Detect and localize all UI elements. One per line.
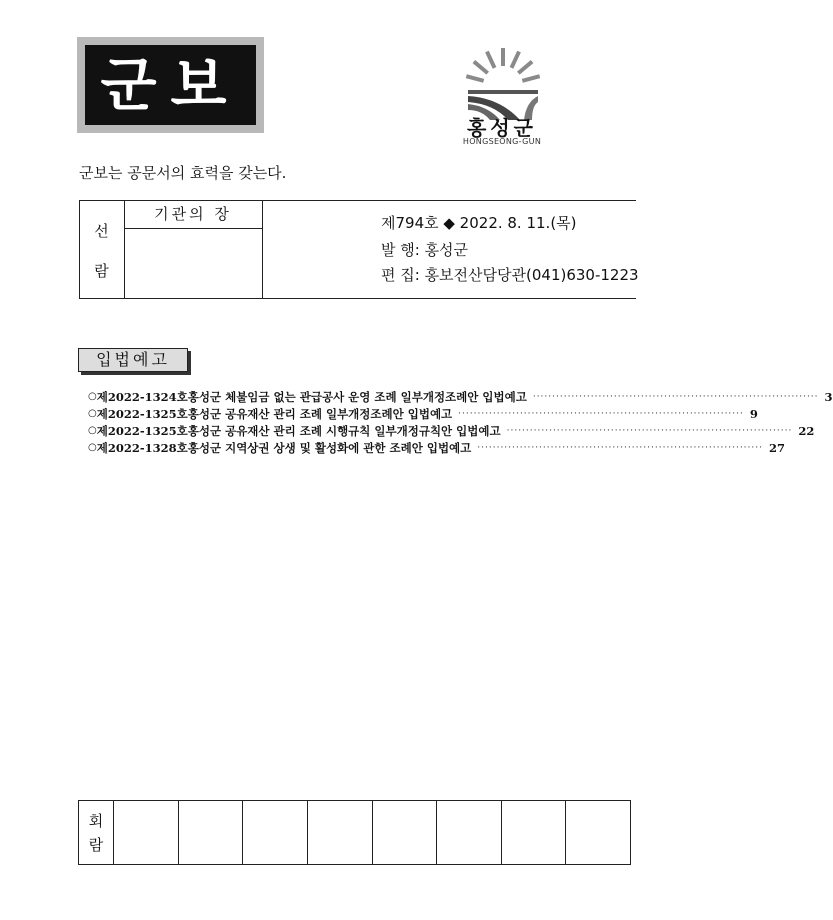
- toc-number: 제2022-1325호: [96, 423, 188, 438]
- review-cell: [114, 801, 179, 865]
- review-table: [78, 800, 631, 865]
- toc-leader: ··········································································: [477, 442, 763, 453]
- toc-number: 제2022-1328호: [96, 440, 188, 455]
- gazette-title-block: [77, 37, 264, 133]
- logo-subtitle: HONGSEONG-GUN: [462, 137, 542, 146]
- publisher: 발 행: 홍성군: [381, 241, 469, 259]
- info-bottom-rule: [79, 298, 636, 299]
- toc-page: 22: [798, 423, 815, 438]
- circulation-label-bottom: 람: [94, 262, 109, 280]
- review-cell: [307, 801, 372, 865]
- toc-entry[interactable]: [88, 388, 833, 405]
- review-cell: [243, 801, 308, 865]
- toc-entry[interactable]: [88, 405, 758, 422]
- review-cell: [178, 801, 243, 865]
- toc-entry[interactable]: [88, 439, 785, 456]
- review-cell: [501, 801, 566, 865]
- toc-title: 홍성군 지역상권 상생 및 활성화에 관한 조례안 입법예고: [187, 440, 472, 455]
- gazette-title: 군보: [85, 45, 256, 125]
- toc-title: 홍성군 공유재산 관리 조례 일부개정조례안 입법예고: [187, 406, 453, 421]
- review-cell: [566, 801, 631, 865]
- bullet-icon: ○: [88, 442, 97, 453]
- review-label-bottom: 람: [88, 835, 104, 854]
- table-of-contents: [88, 388, 833, 456]
- review-cell: [437, 801, 502, 865]
- toc-page: 9: [749, 406, 758, 421]
- toc-entry[interactable]: [88, 422, 815, 439]
- notice-text: 군보는 공문서의 효력을 갖는다.: [79, 164, 287, 182]
- review-label: [79, 801, 114, 865]
- circulation-column: [79, 200, 125, 298]
- toc-page: 27: [768, 440, 785, 455]
- toc-page: 3: [824, 389, 833, 404]
- toc-number: 제2022-1325호: [96, 406, 188, 421]
- section-title: 입법예고: [78, 348, 188, 372]
- agency-head-divider: [124, 228, 262, 229]
- toc-number: 제2022-1324호: [96, 389, 188, 404]
- bullet-icon: ○: [88, 408, 97, 419]
- editor: 편 집: 홍보전산담당관(041)630-1223: [381, 266, 639, 284]
- toc-title: 홍성군 체불임금 없는 관급공사 운영 조례 일부개정조례안 입법예고: [187, 389, 527, 404]
- logo-name: 홍성군: [467, 116, 537, 140]
- agency-head-label: 기관의 장: [154, 205, 232, 223]
- review-label-top: 회: [88, 811, 104, 830]
- toc-leader: ··········································································: [506, 425, 793, 436]
- circulation-label-top: 선: [94, 222, 109, 240]
- bullet-icon: ○: [88, 425, 97, 436]
- toc-title: 홍성군 공유재산 관리 조례 시행규칙 일부개정규칙안 입법예고: [187, 423, 501, 438]
- review-cell: [372, 801, 437, 865]
- toc-leader: ··········································································: [458, 408, 744, 419]
- bullet-icon: ○: [88, 391, 97, 402]
- issue-number: 제794호 ◆ 2022. 8. 11.(목): [381, 214, 577, 232]
- toc-leader: ··········································································: [532, 391, 819, 402]
